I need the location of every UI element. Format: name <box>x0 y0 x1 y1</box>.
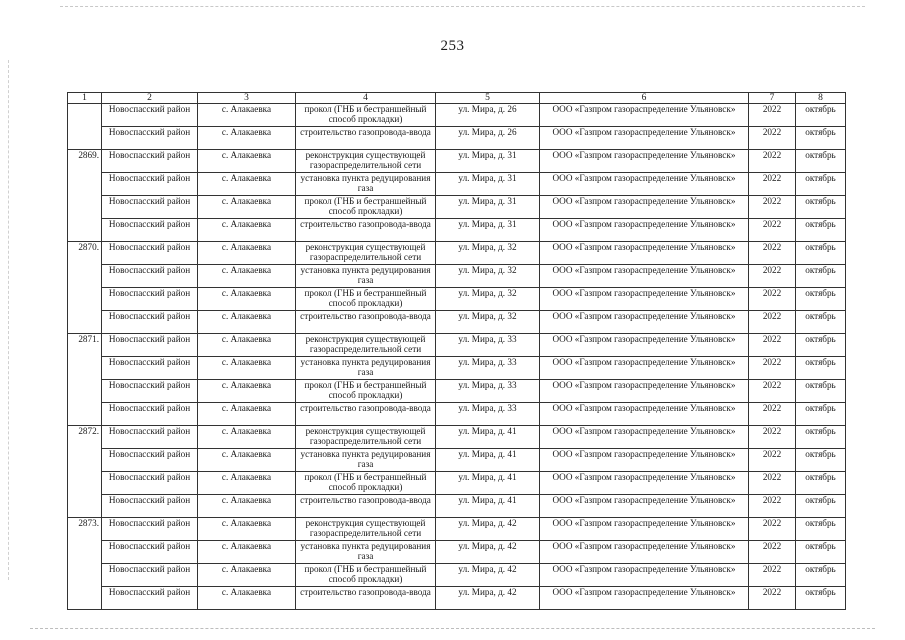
scan-artifact-left <box>8 60 9 580</box>
month-cell: октябрь <box>796 472 846 495</box>
month-cell: октябрь <box>796 288 846 311</box>
table-row <box>68 541 846 564</box>
row-number <box>68 472 102 495</box>
district-cell: Новоспасский район <box>102 564 198 587</box>
row-number: 2872. <box>68 426 102 449</box>
page-number: 253 <box>440 38 465 54</box>
year-cell: 2022 <box>749 541 796 564</box>
month-cell: октябрь <box>796 173 846 196</box>
table-row <box>68 449 846 472</box>
work-type-cell: установка пункта редуцирования газа <box>296 541 436 564</box>
table-row <box>68 495 846 518</box>
organization-cell: ООО «Газпром газораспределение Ульяновск» <box>540 219 749 242</box>
row-number <box>68 173 102 196</box>
year-cell: 2022 <box>749 380 796 403</box>
village-cell: с. Алакаевка <box>198 449 296 472</box>
month-cell: октябрь <box>796 587 846 610</box>
village-cell: с. Алакаевка <box>198 288 296 311</box>
year-cell: 2022 <box>749 587 796 610</box>
table-row <box>68 472 846 495</box>
table-row <box>68 587 846 610</box>
work-type-cell: реконструкция существующей газораспределительной сети <box>296 150 436 173</box>
address-cell: ул. Мира, д. 41 <box>436 426 540 449</box>
row-number <box>68 196 102 219</box>
organization-cell: ООО «Газпром газораспределение Ульяновск» <box>540 518 749 541</box>
year-cell: 2022 <box>749 518 796 541</box>
table-row <box>68 426 846 449</box>
district-cell: Новоспасский район <box>102 334 198 357</box>
month-cell: октябрь <box>796 380 846 403</box>
row-number <box>68 564 102 587</box>
district-cell: Новоспасский район <box>102 311 198 334</box>
address-cell: ул. Мира, д. 33 <box>436 403 540 426</box>
scan-artifact-bottom <box>30 628 875 629</box>
year-cell: 2022 <box>749 173 796 196</box>
work-type-cell: установка пункта редуцирования газа <box>296 265 436 288</box>
month-cell: октябрь <box>796 219 846 242</box>
village-cell: с. Алакаевка <box>198 357 296 380</box>
organization-cell: ООО «Газпром газораспределение Ульяновск» <box>540 380 749 403</box>
district-cell: Новоспасский район <box>102 587 198 610</box>
year-cell: 2022 <box>749 449 796 472</box>
district-cell: Новоспасский район <box>102 541 198 564</box>
district-cell: Новоспасский район <box>102 380 198 403</box>
village-cell: с. Алакаевка <box>198 426 296 449</box>
district-cell: Новоспасский район <box>102 288 198 311</box>
row-number <box>68 357 102 380</box>
year-cell: 2022 <box>749 104 796 127</box>
year-cell: 2022 <box>749 564 796 587</box>
month-cell: октябрь <box>796 150 846 173</box>
village-cell: с. Алакаевка <box>198 242 296 265</box>
month-cell: октябрь <box>796 127 846 150</box>
work-type-cell: реконструкция существующей газораспределительной сети <box>296 242 436 265</box>
year-cell: 2022 <box>749 127 796 150</box>
organization-cell: ООО «Газпром газораспределение Ульяновск» <box>540 495 749 518</box>
organization-cell: ООО «Газпром газораспределение Ульяновск» <box>540 196 749 219</box>
village-cell: с. Алакаевка <box>198 127 296 150</box>
address-cell: ул. Мира, д. 31 <box>436 196 540 219</box>
organization-cell: ООО «Газпром газораспределение Ульяновск» <box>540 288 749 311</box>
work-type-cell: установка пункта редуцирования газа <box>296 173 436 196</box>
row-number: 2873. <box>68 518 102 541</box>
month-cell: октябрь <box>796 403 846 426</box>
work-type-cell: прокол (ГНБ и бестраншейный способ прокладки) <box>296 288 436 311</box>
village-cell: с. Алакаевка <box>198 311 296 334</box>
row-number <box>68 380 102 403</box>
address-cell: ул. Мира, д. 41 <box>436 495 540 518</box>
organization-cell: ООО «Газпром газораспределение Ульяновск» <box>540 311 749 334</box>
month-cell: октябрь <box>796 196 846 219</box>
organization-cell: ООО «Газпром газораспределение Ульяновск» <box>540 127 749 150</box>
district-cell: Новоспасский район <box>102 127 198 150</box>
district-cell: Новоспасский район <box>102 150 198 173</box>
year-cell: 2022 <box>749 426 796 449</box>
table-row <box>68 288 846 311</box>
table-row <box>68 518 846 541</box>
village-cell: с. Алакаевка <box>198 380 296 403</box>
row-number <box>68 495 102 518</box>
village-cell: с. Алакаевка <box>198 104 296 127</box>
table-row <box>68 403 846 426</box>
organization-cell: ООО «Газпром газораспределение Ульяновск» <box>540 150 749 173</box>
address-cell: ул. Мира, д. 42 <box>436 518 540 541</box>
organization-cell: ООО «Газпром газораспределение Ульяновск» <box>540 403 749 426</box>
year-cell: 2022 <box>749 219 796 242</box>
month-cell: октябрь <box>796 311 846 334</box>
row-number <box>68 219 102 242</box>
header-cell: 1 <box>68 93 102 104</box>
district-cell: Новоспасский район <box>102 449 198 472</box>
district-cell: Новоспасский район <box>102 104 198 127</box>
village-cell: с. Алакаевка <box>198 173 296 196</box>
month-cell: октябрь <box>796 564 846 587</box>
row-number <box>68 541 102 564</box>
address-cell: ул. Мира, д. 33 <box>436 334 540 357</box>
year-cell: 2022 <box>749 196 796 219</box>
table-row <box>68 219 846 242</box>
district-cell: Новоспасский район <box>102 426 198 449</box>
district-cell: Новоспасский район <box>102 495 198 518</box>
month-cell: октябрь <box>796 518 846 541</box>
organization-cell: ООО «Газпром газораспределение Ульяновск» <box>540 564 749 587</box>
row-number <box>68 288 102 311</box>
row-number <box>68 127 102 150</box>
work-type-cell: строительство газопровода-ввода <box>296 587 436 610</box>
address-cell: ул. Мира, д. 42 <box>436 541 540 564</box>
district-cell: Новоспасский район <box>102 472 198 495</box>
row-number <box>68 403 102 426</box>
table-row <box>68 265 846 288</box>
year-cell: 2022 <box>749 334 796 357</box>
table-row <box>68 242 846 265</box>
address-cell: ул. Мира, д. 41 <box>436 449 540 472</box>
village-cell: с. Алакаевка <box>198 564 296 587</box>
work-type-cell: прокол (ГНБ и бестраншейный способ прокладки) <box>296 104 436 127</box>
district-cell: Новоспасский район <box>102 219 198 242</box>
row-number: 2869. <box>68 150 102 173</box>
table-header-row <box>68 93 846 104</box>
village-cell: с. Алакаевка <box>198 150 296 173</box>
header-cell: 4 <box>296 93 436 104</box>
table-row <box>68 150 846 173</box>
organization-cell: ООО «Газпром газораспределение Ульяновск» <box>540 173 749 196</box>
header-cell: 8 <box>796 93 846 104</box>
address-cell: ул. Мира, д. 32 <box>436 265 540 288</box>
address-cell: ул. Мира, д. 32 <box>436 311 540 334</box>
organization-cell: ООО «Газпром газораспределение Ульяновск» <box>540 357 749 380</box>
month-cell: октябрь <box>796 265 846 288</box>
header-cell: 5 <box>436 93 540 104</box>
row-number <box>68 587 102 610</box>
address-cell: ул. Мира, д. 31 <box>436 173 540 196</box>
work-type-cell: реконструкция существующей газораспределительной сети <box>296 518 436 541</box>
header-cell: 7 <box>749 93 796 104</box>
row-number <box>68 265 102 288</box>
organization-cell: ООО «Газпром газораспределение Ульяновск» <box>540 265 749 288</box>
row-number <box>68 311 102 334</box>
table-row <box>68 380 846 403</box>
header-cell: 3 <box>198 93 296 104</box>
organization-cell: ООО «Газпром газораспределение Ульяновск» <box>540 541 749 564</box>
year-cell: 2022 <box>749 403 796 426</box>
work-type-cell: прокол (ГНБ и бестраншейный способ прокладки) <box>296 472 436 495</box>
district-cell: Новоспасский район <box>102 173 198 196</box>
year-cell: 2022 <box>749 472 796 495</box>
table-row <box>68 564 846 587</box>
district-cell: Новоспасский район <box>102 518 198 541</box>
address-cell: ул. Мира, д. 42 <box>436 587 540 610</box>
organization-cell: ООО «Газпром газораспределение Ульяновск» <box>540 449 749 472</box>
district-cell: Новоспасский район <box>102 357 198 380</box>
row-number: 2870. <box>68 242 102 265</box>
village-cell: с. Алакаевка <box>198 334 296 357</box>
address-cell: ул. Мира, д. 31 <box>436 219 540 242</box>
address-cell: ул. Мира, д. 41 <box>436 472 540 495</box>
village-cell: с. Алакаевка <box>198 403 296 426</box>
address-cell: ул. Мира, д. 32 <box>436 242 540 265</box>
address-cell: ул. Мира, д. 33 <box>436 380 540 403</box>
month-cell: октябрь <box>796 426 846 449</box>
address-cell: ул. Мира, д. 32 <box>436 288 540 311</box>
village-cell: с. Алакаевка <box>198 219 296 242</box>
work-type-cell: установка пункта редуцирования газа <box>296 357 436 380</box>
table-row <box>68 104 846 127</box>
table-row <box>68 334 846 357</box>
year-cell: 2022 <box>749 495 796 518</box>
month-cell: октябрь <box>796 242 846 265</box>
header-cell: 6 <box>540 93 749 104</box>
district-cell: Новоспасский район <box>102 265 198 288</box>
organization-cell: ООО «Газпром газораспределение Ульяновск» <box>540 426 749 449</box>
organization-cell: ООО «Газпром газораспределение Ульяновск» <box>540 242 749 265</box>
table-body <box>68 104 846 610</box>
table-row <box>68 173 846 196</box>
work-type-cell: строительство газопровода-ввода <box>296 495 436 518</box>
organization-cell: ООО «Газпром газораспределение Ульяновск» <box>540 104 749 127</box>
work-type-cell: строительство газопровода-ввода <box>296 127 436 150</box>
table-row <box>68 127 846 150</box>
work-type-cell: строительство газопровода-ввода <box>296 311 436 334</box>
header-cell: 2 <box>102 93 198 104</box>
address-cell: ул. Мира, д. 33 <box>436 357 540 380</box>
village-cell: с. Алакаевка <box>198 541 296 564</box>
village-cell: с. Алакаевка <box>198 495 296 518</box>
work-type-cell: прокол (ГНБ и бестраншейный способ прокладки) <box>296 564 436 587</box>
work-type-cell: прокол (ГНБ и бестраншейный способ прокладки) <box>296 196 436 219</box>
table-row <box>68 311 846 334</box>
scan-artifact-top <box>60 6 865 7</box>
organization-cell: ООО «Газпром газораспределение Ульяновск» <box>540 587 749 610</box>
month-cell: октябрь <box>796 334 846 357</box>
row-number <box>68 449 102 472</box>
district-cell: Новоспасский район <box>102 196 198 219</box>
year-cell: 2022 <box>749 265 796 288</box>
organization-cell: ООО «Газпром газораспределение Ульяновск» <box>540 334 749 357</box>
year-cell: 2022 <box>749 288 796 311</box>
address-cell: ул. Мира, д. 26 <box>436 127 540 150</box>
row-number: 2871. <box>68 334 102 357</box>
work-type-cell: реконструкция существующей газораспределительной сети <box>296 426 436 449</box>
village-cell: с. Алакаевка <box>198 196 296 219</box>
month-cell: октябрь <box>796 449 846 472</box>
year-cell: 2022 <box>749 150 796 173</box>
address-cell: ул. Мира, д. 31 <box>436 150 540 173</box>
district-cell: Новоспасский район <box>102 403 198 426</box>
row-number <box>68 104 102 127</box>
district-cell: Новоспасский район <box>102 242 198 265</box>
month-cell: октябрь <box>796 104 846 127</box>
month-cell: октябрь <box>796 357 846 380</box>
table-row <box>68 357 846 380</box>
work-type-cell: установка пункта редуцирования газа <box>296 449 436 472</box>
organization-cell: ООО «Газпром газораспределение Ульяновск» <box>540 472 749 495</box>
year-cell: 2022 <box>749 311 796 334</box>
village-cell: с. Алакаевка <box>198 518 296 541</box>
address-cell: ул. Мира, д. 42 <box>436 564 540 587</box>
work-type-cell: строительство газопровода-ввода <box>296 403 436 426</box>
month-cell: октябрь <box>796 495 846 518</box>
work-type-cell: строительство газопровода-ввода <box>296 219 436 242</box>
work-type-cell: реконструкция существующей газораспределительной сети <box>296 334 436 357</box>
table-row <box>68 196 846 219</box>
village-cell: с. Алакаевка <box>198 587 296 610</box>
village-cell: с. Алакаевка <box>198 265 296 288</box>
work-type-cell: прокол (ГНБ и бестраншейный способ прокладки) <box>296 380 436 403</box>
year-cell: 2022 <box>749 242 796 265</box>
address-cell: ул. Мира, д. 26 <box>436 104 540 127</box>
month-cell: октябрь <box>796 541 846 564</box>
village-cell: с. Алакаевка <box>198 472 296 495</box>
year-cell: 2022 <box>749 357 796 380</box>
registry-table <box>67 92 846 610</box>
